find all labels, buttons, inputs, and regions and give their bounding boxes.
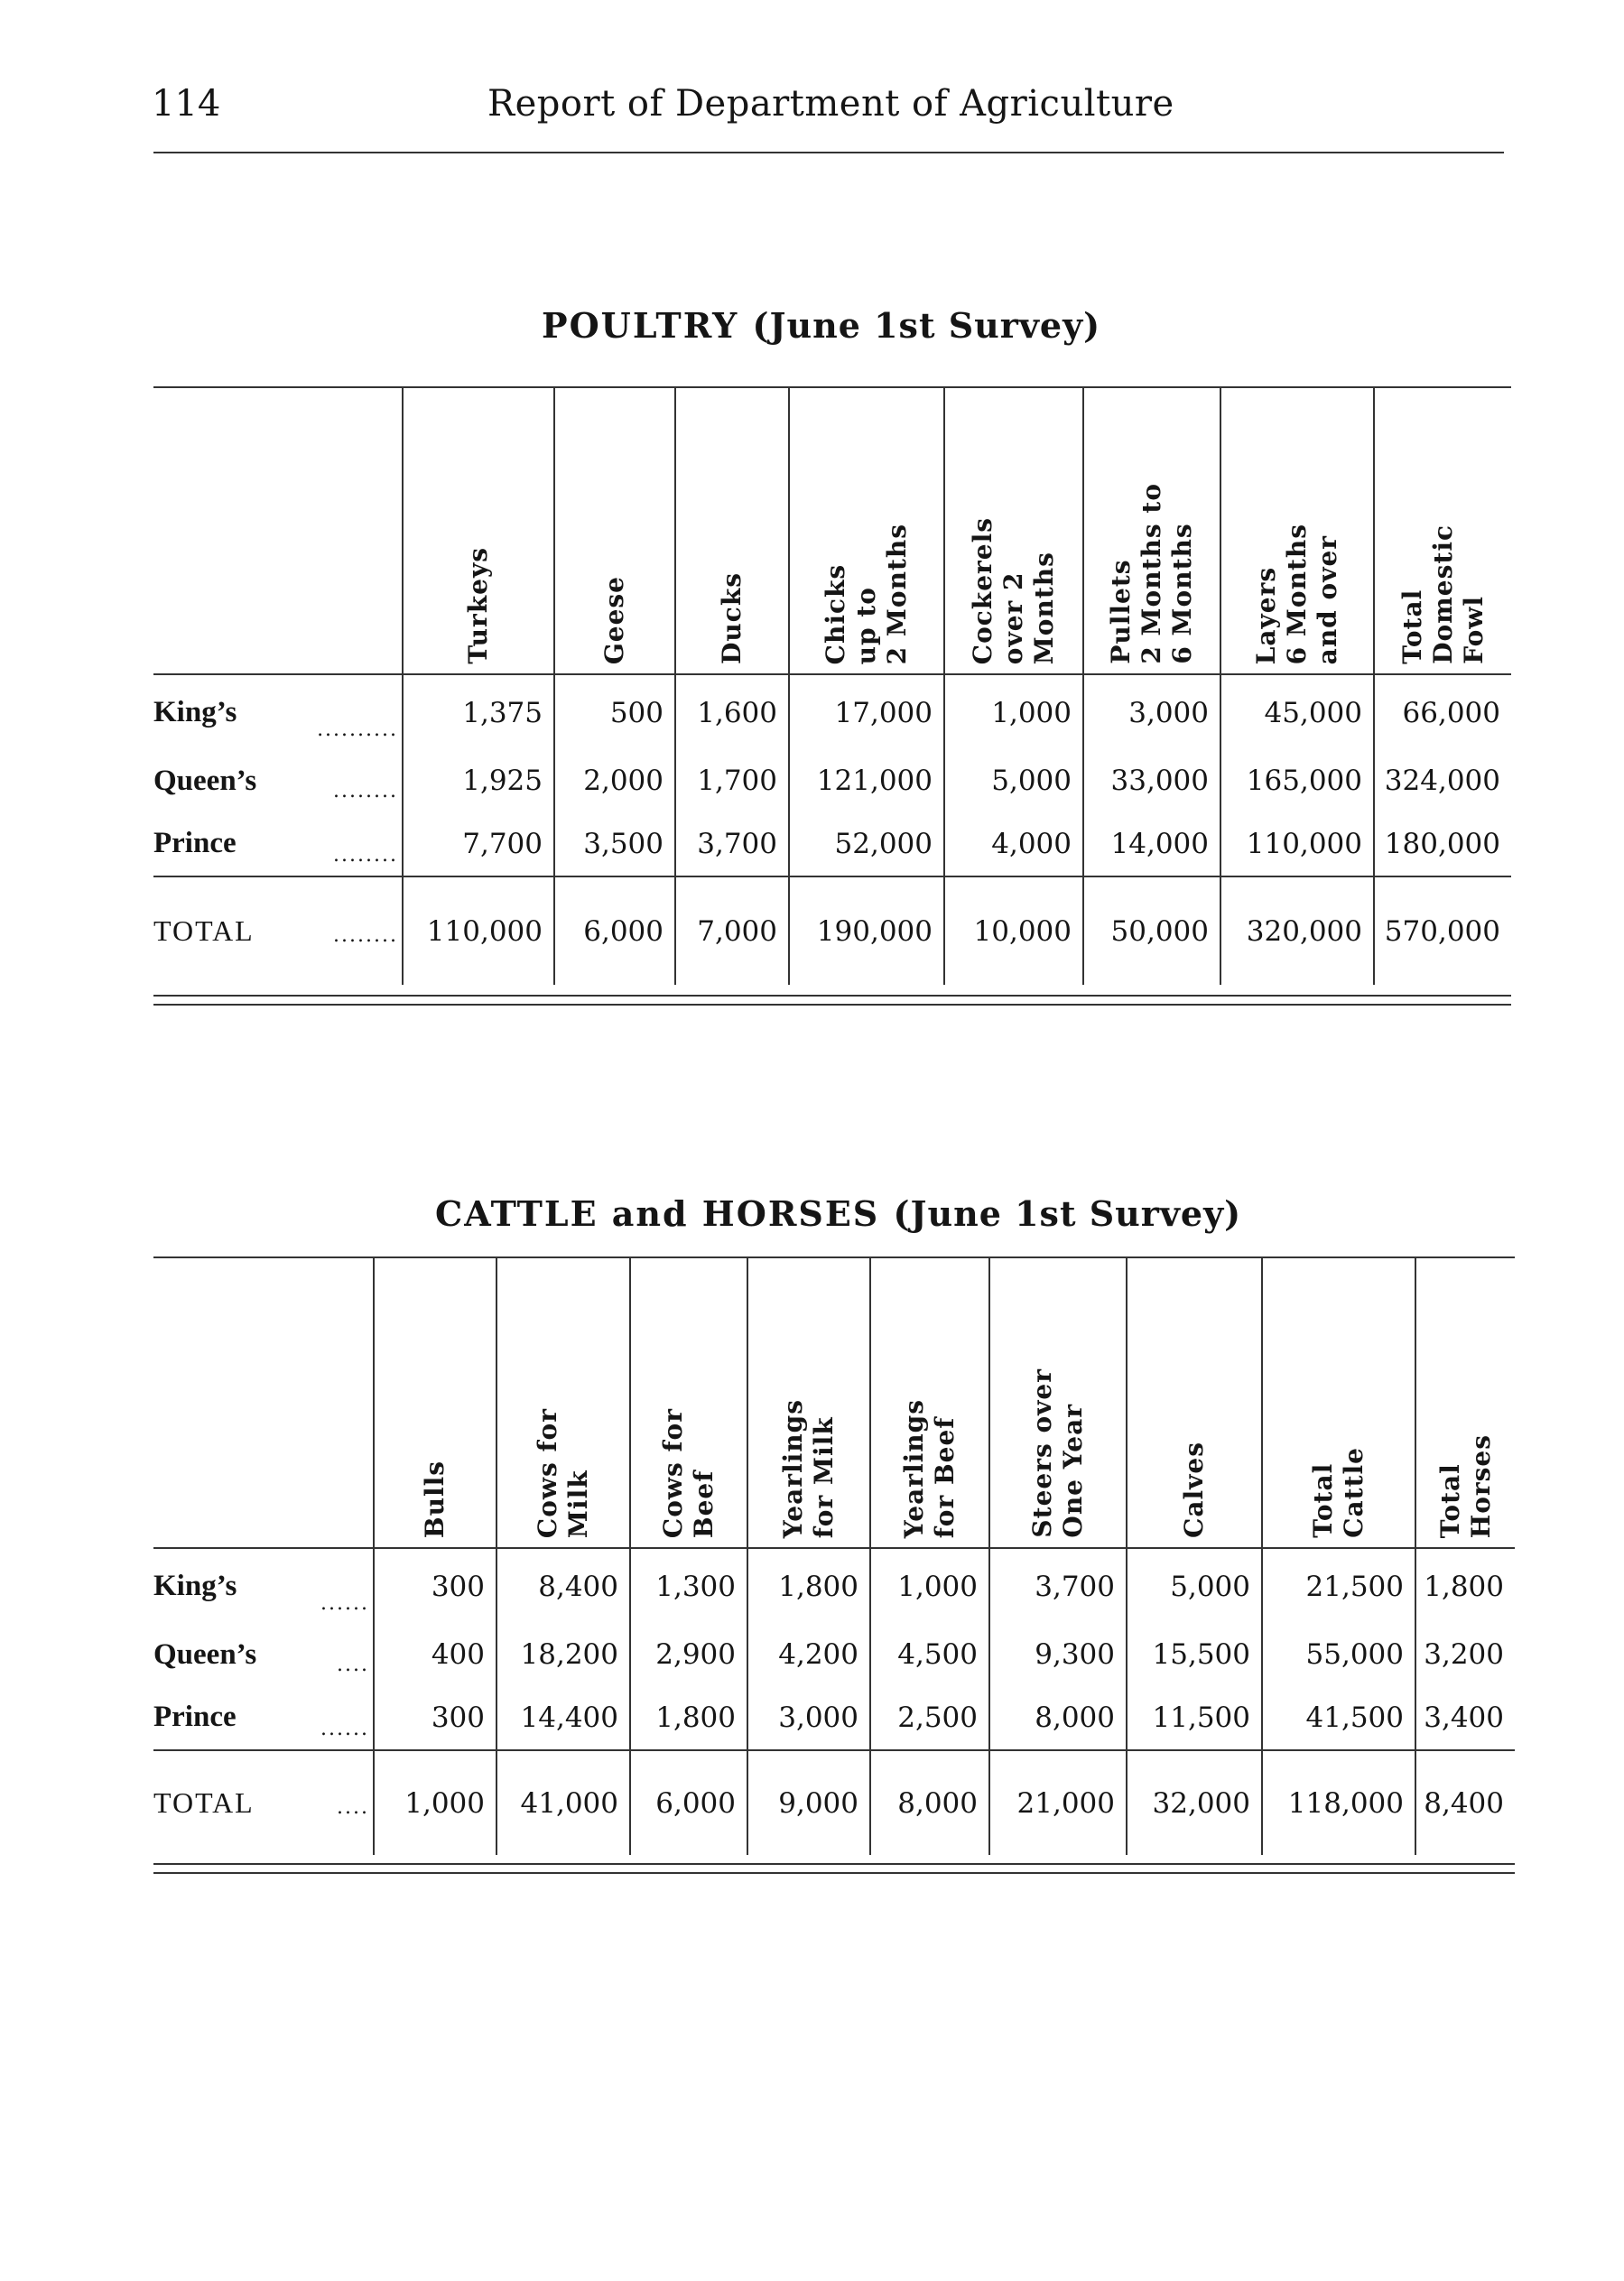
column-header — [870, 1257, 989, 1548]
table-row — [153, 1624, 1515, 1685]
table-cell: 500 — [554, 674, 675, 750]
total-label-text: TOTAL — [153, 1786, 255, 1819]
table-cell: 1,700 — [675, 750, 789, 811]
table-cell: 2,000 — [554, 750, 675, 811]
table-cell: 7,000 — [675, 876, 789, 985]
table-cell: 10,000 — [944, 876, 1083, 985]
table-cell: 2,900 — [630, 1624, 747, 1685]
column-header-label: Bulls — [420, 1460, 450, 1538]
row-label-text: Queen’s — [153, 764, 257, 797]
column-header — [374, 1257, 496, 1548]
column-header-label: Steers over One Year — [1027, 1368, 1088, 1538]
row-label-text: King’s — [153, 1570, 237, 1602]
running-title: Report of Department of Agriculture — [487, 83, 1174, 125]
column-header — [789, 387, 944, 674]
poultry-bottom-rule — [153, 995, 1511, 1006]
total-row — [153, 1750, 1515, 1855]
table-cell: 11,500 — [1127, 1685, 1262, 1750]
table-cell: 400 — [374, 1624, 496, 1685]
table-cell: 190,000 — [789, 876, 944, 985]
column-header — [1220, 387, 1374, 674]
column-header — [747, 1257, 870, 1548]
table-cell: 8,000 — [870, 1750, 989, 1855]
table-cell: 570,000 — [1374, 876, 1511, 985]
table-cell: 8,400 — [496, 1548, 630, 1624]
table-cell: 21,000 — [989, 1750, 1127, 1855]
table-cell: 4,200 — [747, 1624, 870, 1685]
column-header — [1374, 387, 1511, 674]
table-cell: 50,000 — [1083, 876, 1220, 985]
leader-dots: .... — [337, 1654, 369, 1676]
table-cell: 14,400 — [496, 1685, 630, 1750]
table-cell: 21,500 — [1262, 1548, 1415, 1624]
table-cell: 121,000 — [789, 750, 944, 811]
total-row — [153, 876, 1511, 985]
stub-header — [153, 387, 403, 674]
column-header-label: Cows for Beef — [658, 1407, 719, 1538]
table-cell: 1,800 — [630, 1685, 747, 1750]
column-header — [1415, 1257, 1515, 1548]
column-header-label: Ducks — [717, 572, 747, 664]
table-cell: 110,000 — [403, 876, 554, 985]
table-cell: 320,000 — [1220, 876, 1374, 985]
column-header-label: Layers 6 Months and over — [1251, 523, 1342, 664]
column-header — [630, 1257, 747, 1548]
row-label — [153, 1548, 374, 1624]
page-header — [152, 83, 1506, 137]
table-cell: 45,000 — [1220, 674, 1374, 750]
row-label — [153, 876, 403, 985]
table-cell: 300 — [374, 1685, 496, 1750]
table-cell: 4,500 — [870, 1624, 989, 1685]
leader-dots: ........ — [333, 780, 398, 802]
table-cell: 18,200 — [496, 1624, 630, 1685]
column-header-label: Cockerels over 2 Months — [968, 516, 1059, 664]
table-row — [153, 811, 1511, 876]
table-cell: 9,300 — [989, 1624, 1127, 1685]
leader-dots: .......... — [317, 719, 398, 741]
table-cell: 180,000 — [1374, 811, 1511, 876]
table-cell: 32,000 — [1127, 1750, 1262, 1855]
table-cell: 66,000 — [1374, 674, 1511, 750]
table-row — [153, 750, 1511, 811]
column-header-label: Total Horses — [1434, 1433, 1496, 1538]
row-label — [153, 1750, 374, 1855]
leader-dots: .... — [337, 1796, 369, 1819]
table-cell: 3,000 — [1083, 674, 1220, 750]
row-label — [153, 811, 403, 876]
row-label — [153, 1624, 374, 1685]
table-cell: 6,000 — [554, 876, 675, 985]
column-header-label: Cows for Milk — [533, 1407, 593, 1538]
table-cell: 1,375 — [403, 674, 554, 750]
table-cell: 3,200 — [1415, 1624, 1515, 1685]
table-row — [153, 674, 1511, 750]
column-header-label: Yearlings for Beef — [899, 1398, 960, 1538]
column-header-label: Total Cattle — [1308, 1447, 1369, 1538]
row-label-text: Prince — [153, 827, 237, 859]
column-header — [403, 387, 554, 674]
leader-dots: ...... — [320, 1718, 369, 1740]
cattle-table — [153, 1256, 1515, 1855]
table-cell: 1,925 — [403, 750, 554, 811]
table-cell: 52,000 — [789, 811, 944, 876]
cattle-subtitle: (June 1st Survey) — [893, 1193, 1242, 1234]
page-number: 114 — [152, 83, 221, 125]
column-header — [496, 1257, 630, 1548]
table-cell: 1,600 — [675, 674, 789, 750]
table-cell: 1,800 — [747, 1548, 870, 1624]
table-cell: 3,700 — [989, 1548, 1127, 1624]
row-label-text: Prince — [153, 1701, 237, 1733]
table-cell: 33,000 — [1083, 750, 1220, 811]
table-cell: 17,000 — [789, 674, 944, 750]
column-header — [944, 387, 1083, 674]
column-header — [989, 1257, 1127, 1548]
table-cell: 5,000 — [944, 750, 1083, 811]
column-header — [1083, 387, 1220, 674]
table-cell: 41,500 — [1262, 1685, 1415, 1750]
column-header — [1262, 1257, 1415, 1548]
header-rule — [153, 152, 1504, 153]
column-header — [1127, 1257, 1262, 1548]
cattle-bottom-rule — [153, 1863, 1515, 1874]
table-cell: 15,500 — [1127, 1624, 1262, 1685]
cattle-title-text: CATTLE and HORSES — [435, 1193, 880, 1234]
poultry-table — [153, 386, 1511, 985]
table-cell: 1,000 — [374, 1750, 496, 1855]
column-header-label: Calves — [1179, 1442, 1209, 1538]
table-cell: 1,000 — [870, 1548, 989, 1624]
table-row — [153, 1548, 1515, 1624]
column-header-label: Turkeys — [463, 547, 493, 664]
column-header-label: Yearlings for Milk — [778, 1398, 839, 1538]
table-row — [153, 1685, 1515, 1750]
poultry-title — [542, 305, 1100, 346]
table-cell: 3,500 — [554, 811, 675, 876]
table-cell: 165,000 — [1220, 750, 1374, 811]
table-cell: 6,000 — [630, 1750, 747, 1855]
row-label — [153, 750, 403, 811]
column-header-label: Geese — [599, 575, 629, 664]
table-cell: 300 — [374, 1548, 496, 1624]
leader-dots: ........ — [333, 844, 398, 867]
column-header-label: Pullets 2 Months to 6 Months — [1106, 483, 1197, 664]
table-cell: 3,000 — [747, 1685, 870, 1750]
table-cell: 1,800 — [1415, 1548, 1515, 1624]
table-cell: 8,000 — [989, 1685, 1127, 1750]
row-label-text: King’s — [153, 696, 237, 728]
table-cell: 7,700 — [403, 811, 554, 876]
table-cell: 41,000 — [496, 1750, 630, 1855]
table-cell: 110,000 — [1220, 811, 1374, 876]
total-label-text: TOTAL — [153, 914, 255, 947]
table-cell: 55,000 — [1262, 1624, 1415, 1685]
row-label — [153, 674, 403, 750]
poultry-subtitle: (June 1st Survey) — [752, 305, 1101, 346]
table-cell: 3,700 — [675, 811, 789, 876]
table-cell: 1,000 — [944, 674, 1083, 750]
column-header-label: Total Domestic Fowl — [1397, 524, 1489, 664]
column-header — [554, 387, 675, 674]
column-header — [675, 387, 789, 674]
poultry-title-text: POULTRY — [542, 305, 739, 346]
table-cell: 4,000 — [944, 811, 1083, 876]
table-cell: 324,000 — [1374, 750, 1511, 811]
cattle-title — [435, 1193, 1241, 1234]
table-cell: 9,000 — [747, 1750, 870, 1855]
table-cell: 118,000 — [1262, 1750, 1415, 1855]
table-cell: 5,000 — [1127, 1548, 1262, 1624]
table-cell: 2,500 — [870, 1685, 989, 1750]
table-cell: 3,400 — [1415, 1685, 1515, 1750]
stub-header — [153, 1257, 374, 1548]
leader-dots: ........ — [333, 924, 398, 947]
column-header-label: Chicks up to 2 Months — [821, 523, 912, 664]
row-label — [153, 1685, 374, 1750]
table-cell: 8,400 — [1415, 1750, 1515, 1855]
table-cell: 1,300 — [630, 1548, 747, 1624]
table-cell: 14,000 — [1083, 811, 1220, 876]
leader-dots: ...... — [320, 1592, 369, 1615]
row-label-text: Queen’s — [153, 1637, 257, 1671]
